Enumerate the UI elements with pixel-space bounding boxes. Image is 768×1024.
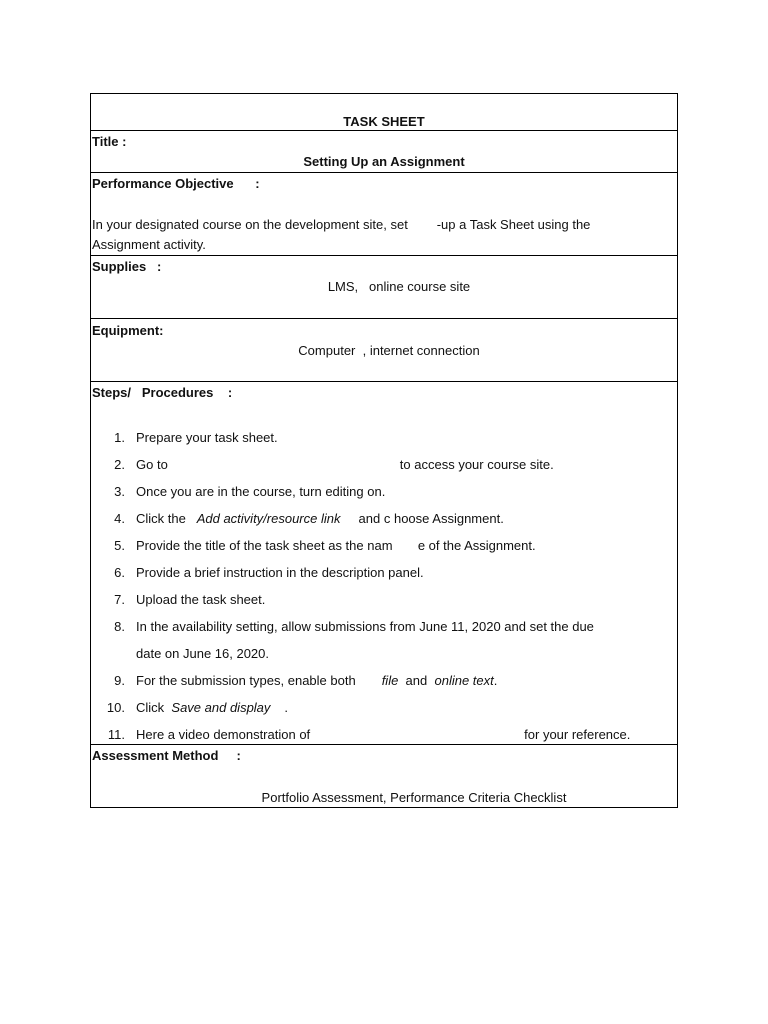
step-text: Once you are in the course, turn editing on. [136,484,386,499]
step-number: 4. [114,511,125,526]
equipment-value: Computer , internet connection [298,343,480,358]
step-text: Prepare your task sheet. [136,430,278,445]
equipment-label: Equipment: [92,323,164,338]
step-text: Upload the task sheet. [136,592,266,607]
objective-line-1: In your designated course on the development site, set -up a Task Sheet using the [92,217,591,232]
step-emphasis: file [381,673,399,688]
step-number: 2. [114,457,125,472]
supplies-label: Supplies : [92,259,162,274]
step-emphasis: online text [434,673,494,688]
objective-body [91,194,677,255]
header-row [91,94,677,130]
step-text: for your reference. [524,727,631,742]
step-number: 11. [107,727,125,742]
list-item [91,424,677,451]
title-row [91,130,677,172]
step-number: 9. [114,673,125,688]
step-text: . [284,700,289,715]
step-text: to access your course site. [399,457,554,472]
step-number: 8. [114,619,125,634]
step-text: date on June 16, 2020. [136,646,270,661]
task-sheet-table [90,93,678,808]
step-text: Provide the title of the task sheet as the nam e of the Assignment. [136,538,536,553]
step-number: 3. [114,484,125,499]
step-text: For the submission types, enable both [136,673,356,688]
objective-row [91,172,677,255]
steps-list [91,403,677,748]
step-number: 1. [114,430,125,445]
title-value: Setting Up an Assignment [303,154,465,169]
list-item [91,505,677,532]
list-item [91,451,677,478]
step-text: Click the [136,511,186,526]
step-number: 5. [114,538,125,553]
step-text: Provide a brief instruction in the description panel. [136,565,424,580]
objective-line-2: Assignment activity. [92,237,206,252]
step-emphasis: Save and display [171,700,271,715]
list-item [91,559,677,586]
list-item [91,613,677,667]
assessment-row [91,744,677,807]
step-text: Click [136,700,165,715]
equipment-row [91,318,677,381]
title-label: Title : [92,134,127,149]
step-text: Go to [136,457,168,472]
step-text: and c hoose Assignment. [358,511,504,526]
list-item [91,667,677,694]
step-text: In the availability setting, allow submissions from June 11, 2020 and set the due [136,619,594,634]
step-number: 10. [106,700,125,715]
step-emphasis: Add activity/resource link [196,511,341,526]
step-text: . [493,673,498,688]
supplies-row [91,255,677,318]
steps-label: Steps/ Procedures : [92,385,233,400]
step-text: Here a video demonstration of [136,727,311,742]
list-item [91,478,677,505]
assessment-label: Assessment Method : [92,748,241,763]
list-item [91,694,677,721]
assessment-value: Portfolio Assessment, Performance Criteria Checklist [261,790,567,805]
list-item [91,586,677,613]
step-text: and [405,673,428,688]
list-item [91,532,677,559]
sheet-title: TASK SHEET [343,114,425,129]
supplies-value: LMS, online course site [327,279,471,294]
steps-row [91,381,677,744]
step-number: 7. [114,592,125,607]
step-number: 6. [114,565,125,580]
objective-label: Performance Objective : [92,176,260,191]
